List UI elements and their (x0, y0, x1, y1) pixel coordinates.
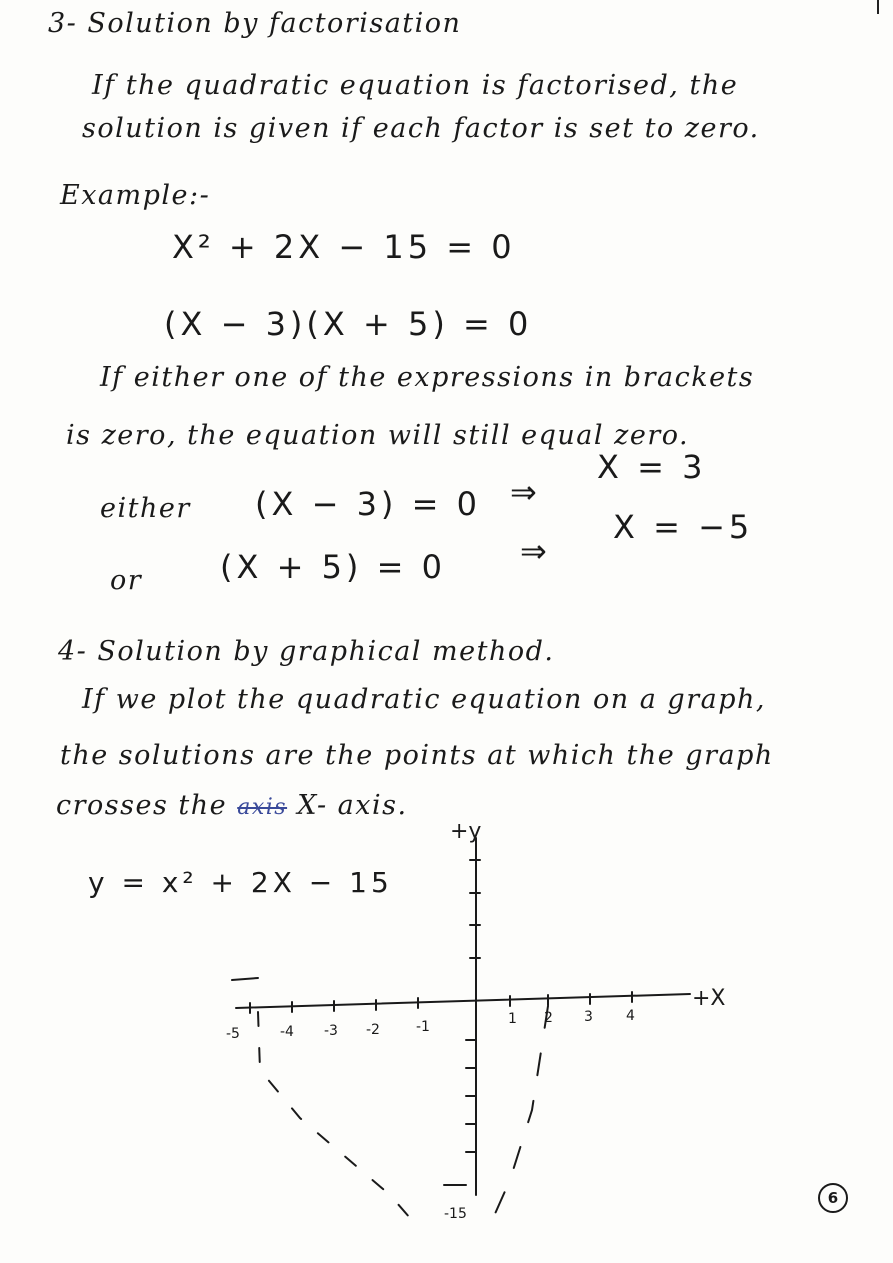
section4-heading: 4- Solution by graphical method. (58, 636, 555, 667)
struck-word: axis (237, 795, 288, 820)
y-axis-label: +y (450, 819, 482, 844)
page-number-badge: 6 (818, 1183, 848, 1213)
x-tick-label-2: 2 (544, 1010, 553, 1026)
section4-paragraph-line2: the solutions are the points at which the graph (60, 740, 774, 771)
or-implies-arrow: ⇒ (520, 532, 551, 570)
x-axis-line (236, 994, 690, 1008)
parabola-right-branch (490, 1006, 548, 1225)
x-tick-label-4: 4 (626, 1008, 635, 1024)
x-tick-label-neg3: -3 (324, 1023, 338, 1039)
x-tick-label-3: 3 (584, 1009, 593, 1025)
x-axis-text: X- axis. (297, 790, 408, 821)
or-expression: (X + 5) = 0 (220, 548, 446, 586)
either-expression: (X − 3) = 0 (255, 485, 481, 523)
or-word: or (110, 565, 143, 596)
x-tick-label-neg1: -1 (416, 1019, 430, 1035)
y-tick-label-neg15: -15 (444, 1206, 467, 1222)
either-result: X = 3 (597, 448, 707, 486)
section4-paragraph-line1: If we plot the quadratic equation on a graph, (82, 684, 766, 715)
x-tick-label-neg5: -5 (226, 1026, 240, 1042)
quadratic-equation: X² + 2X − 15 = 0 (172, 228, 516, 266)
section3-paragraph-line1: If the quadratic equation is factorised, the (92, 70, 739, 101)
x-tick-label-neg4: -4 (280, 1024, 294, 1040)
x-tick-label-1: 1 (508, 1011, 517, 1027)
x-tick-labels (226, 1008, 635, 1042)
right-edge-mark (877, 0, 879, 14)
example-label: Example:- (60, 180, 211, 211)
explanation-line2: is zero, the equation will still equal zero. (66, 420, 690, 451)
graph-equation: y = x² + 2X − 15 (88, 866, 393, 899)
y-axis-ticks (444, 860, 480, 1185)
x-tick-label-neg2: -2 (366, 1022, 380, 1038)
x-axis-label: +X (692, 986, 726, 1011)
section3-heading: 3- Solution by factorisation (48, 8, 462, 39)
crosses-text: crosses the (56, 790, 228, 821)
explanation-line1: If either one of the expressions in brackets (100, 362, 755, 393)
either-implies-arrow: ⇒ (510, 473, 541, 511)
parabola-left-branch (258, 1012, 410, 1218)
either-word: either (100, 493, 191, 524)
or-result: X = −5 (613, 508, 754, 546)
section3-paragraph-line2: solution is given if each factor is set to zero. (82, 113, 760, 144)
factored-equation: (X − 3)(X + 5) = 0 (164, 305, 533, 343)
